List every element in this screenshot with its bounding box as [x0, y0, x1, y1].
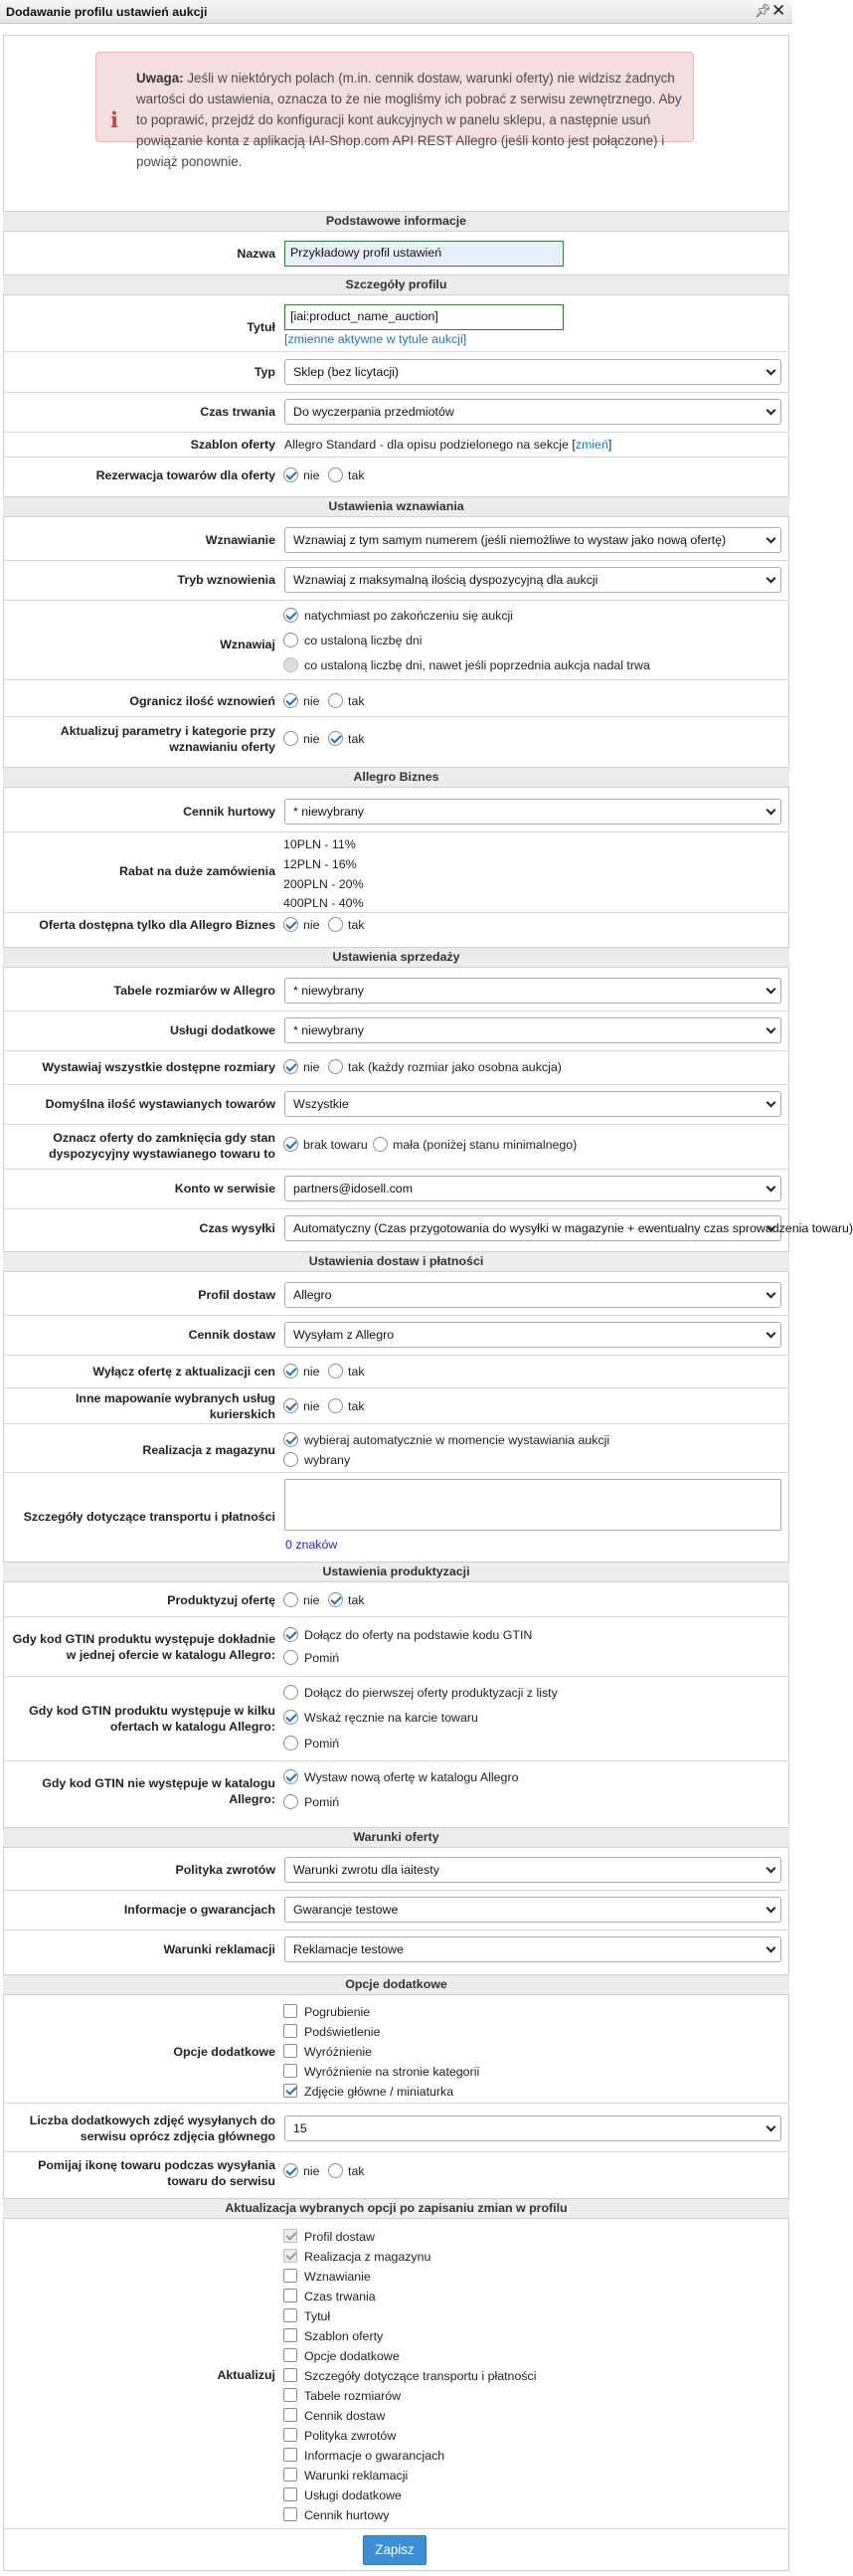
template-value: Allegro Standard - dla opisu podzielonego na sekcje [zmień] [284, 438, 612, 452]
update-checkbox[interactable] [283, 2468, 297, 2482]
section-biz: Allegro Biznes [3, 767, 789, 788]
update-item-label: Tabele rozmiarów [304, 2389, 402, 2403]
section-shipping: Ustawienia dostaw i płatności [3, 1251, 789, 1272]
label-renew: Wznawianie [205, 533, 275, 547]
template-name: Allegro Standard - dla opisu podzielonego na sekcje [284, 438, 569, 452]
gtin-none-new-radio[interactable] [283, 1769, 298, 1784]
chevron-down-icon [767, 1183, 776, 1193]
update-checkbox[interactable] [283, 2428, 297, 2442]
update-item-label: Usługi dodatkowe [304, 2488, 402, 2502]
biz-only-yes-radio[interactable] [328, 917, 343, 932]
update-item-label: Informacje o gwarancjach [304, 2449, 445, 2463]
skip-icon-yes-radio[interactable] [328, 2163, 343, 2178]
limit-no-radio[interactable] [283, 693, 298, 708]
section-sales: Ustawienia sprzedaży [3, 947, 789, 968]
update-item-label: Szablon oferty [304, 2329, 384, 2343]
discount-line: 12PLN - 16% [283, 857, 357, 871]
save-button[interactable]: Zapisz [363, 2535, 426, 2565]
extra-opt-checkbox[interactable] [283, 2084, 297, 2098]
renew-days-force-label: co ustaloną liczbę dni, nawet jeśli poprzednia aukcja nadal trwa [304, 658, 650, 672]
complaints-value: Reklamacje testowe [293, 1942, 404, 1956]
update-item-label: Opcje dodatkowe [304, 2349, 400, 2363]
reservation-no-radio[interactable] [283, 467, 298, 482]
update-checkbox[interactable] [283, 2487, 297, 2501]
wholesale-select[interactable] [284, 799, 781, 825]
returns-value: Warunki zwrotu dla iaitesty [293, 1863, 439, 1877]
renew-immediately-label: natychmiast po zakończeniu się aukcji [304, 609, 514, 623]
renew-mode-select[interactable] [284, 567, 781, 593]
chevron-down-icon [767, 806, 776, 816]
ship-profile-value: Allegro [293, 1288, 332, 1302]
renew-days-radio[interactable] [283, 633, 298, 647]
section-renewal: Ustawienia wznawiania [3, 496, 789, 517]
size-tables-select[interactable] [284, 978, 781, 1004]
account-select[interactable] [284, 1176, 781, 1201]
window-titlebar [0, 0, 792, 24]
ship-price-value: Wysyłam z Allegro [293, 1328, 395, 1342]
complaints-select[interactable] [284, 1936, 781, 1962]
pin-icon[interactable]: 📌︎ [755, 3, 771, 18]
warehouse-selected-radio[interactable] [283, 1452, 298, 1467]
gtin-one-join-label: Dołącz do oferty na podstawie kodu GTIN [304, 1628, 533, 1642]
gtin-none-skip-radio[interactable] [283, 1794, 298, 1809]
update-item-label: Czas trwania [304, 2290, 376, 2303]
label-update-list: Aktualizuj [217, 2368, 275, 2382]
skip-icon-no-radio[interactable] [283, 2163, 298, 2178]
gtin-many-manual-radio[interactable] [283, 1710, 298, 1725]
label-type: Typ [254, 365, 275, 379]
update-checkbox [283, 2249, 297, 2263]
renew-mode-value: Wznawiaj z maksymalną ilością dyspozycyjną dla aukcji [293, 573, 598, 587]
update-item-label: Cennik dostaw [304, 2409, 386, 2423]
renew-value: Wznawiaj z tym samym numerem (jeśli niemożliwe to wystaw jako nową ofertę) [293, 533, 727, 547]
extra-opt-label: Pogrubienie [304, 2005, 371, 2019]
update-item-label: Wznawianie [304, 2270, 371, 2284]
returns-select[interactable] [284, 1857, 781, 1883]
duration-value: Do wyczerpania przedmiotów [293, 405, 454, 419]
chevron-down-icon [767, 534, 776, 544]
all-sizes-yes-label: tak (każdy rozmiar jako osobna aukcja) [348, 1060, 562, 1074]
label-productize: Produktyzuj ofertę [167, 1593, 275, 1607]
label-renew-when: Wznawiaj [220, 638, 275, 651]
label-size-tables: Tabele rozmiarów w Allegro [113, 984, 275, 998]
name-input[interactable]: Przykładowy profil ustawień [284, 241, 564, 267]
template-change-link[interactable]: zmień [575, 438, 608, 452]
label-update-params: Aktualizuj parametry i kategorie przy wznawianiu oferty [60, 724, 275, 754]
chevron-down-icon [767, 1024, 776, 1034]
label-courier-map: Inne mapowanie wybranych usług kurierskich [75, 1391, 275, 1421]
price-update-yes-label: tak [348, 1365, 365, 1379]
account-value: partners@idosell.com [293, 1182, 414, 1196]
warning-title: Uwaga: [136, 71, 184, 86]
update-item-label: Profil dostaw [304, 2230, 375, 2244]
gtin-one-skip-label: Pomiń [304, 1651, 340, 1665]
default-qty-select[interactable] [284, 1091, 781, 1117]
info-icon: i [110, 107, 118, 132]
char-counter: 0 znaków [285, 1538, 338, 1552]
label-returns: Polityka zwrotów [175, 1863, 275, 1877]
skip-icon-yes-label: tak [348, 2164, 365, 2178]
extra-opt-checkbox[interactable] [283, 2004, 297, 2018]
discount-line: 200PLN - 20% [283, 877, 364, 891]
gtin-many-manual-label: Wskaż ręcznie na karcie towaru [304, 1711, 478, 1725]
close-mark-none-radio[interactable] [283, 1137, 298, 1152]
label-reservation: Rezerwacja towarów dla oferty [95, 468, 275, 482]
label-extra-opts: Opcje dodatkowe [173, 2045, 275, 2059]
close-icon[interactable]: ✕ [771, 1, 786, 20]
label-wholesale: Cennik hurtowy [183, 805, 275, 819]
transport-textarea[interactable] [284, 1479, 781, 1531]
courier-map-yes-radio[interactable] [328, 1398, 343, 1413]
ship-profile-select[interactable] [284, 1282, 781, 1308]
ship-time-select[interactable] [284, 1215, 853, 1241]
all-sizes-yes-radio[interactable] [328, 1059, 343, 1074]
renew-days-force-radio [283, 657, 298, 672]
chevron-down-icon [767, 985, 776, 995]
gtin-many-first-radio[interactable] [283, 1685, 298, 1700]
limit-no-label: nie [303, 694, 320, 708]
update-checkbox [283, 2229, 297, 2243]
gtin-one-skip-radio[interactable] [283, 1650, 298, 1665]
gtin-none-skip-label: Pomiń [304, 1795, 340, 1809]
label-transport: Szczegóły dotyczące transportu i płatności [23, 1510, 275, 1524]
gtin-many-first-label: Dołącz do pierwszej oferty produktyzacji z listy [304, 1686, 558, 1700]
section-product: Ustawienia produktyzacji [3, 1562, 789, 1582]
photos-select[interactable] [284, 2116, 781, 2141]
all-sizes-no-radio[interactable] [283, 1059, 298, 1074]
label-gtin-one: Gdy kod GTIN produktu występuje dokładnie w jednej ofercie w katalogu Allegro: [12, 1632, 275, 1662]
discount-line: 10PLN - 11% [283, 837, 356, 851]
update-checkbox[interactable] [283, 2408, 297, 2422]
productize-no-label: nie [303, 1593, 320, 1607]
price-update-no-label: nie [303, 1365, 320, 1379]
label-title: Tytuł [247, 320, 275, 334]
label-skip-icon: Pomijaj ikonę towaru podczas wysyłania towaru do serwisu [38, 2158, 275, 2188]
biz-only-no-radio[interactable] [283, 917, 298, 932]
label-services: Usługi dodatkowe [169, 1023, 275, 1037]
update-checkbox[interactable] [283, 2388, 297, 2402]
type-select[interactable] [284, 359, 781, 385]
section-update: Aktualizacja wybranych opcji po zapisaniu zmian w profilu [3, 2198, 789, 2219]
warning-body: Jeśli w niektórych polach (m.in. cennik dostaw, warunki oferty) nie widzisz żadnych wartości do ustawienia, oznacza to że nie mogliśmy ich pobrać z serwisu zewnętrznego. Aby to poprawić, przejdź do konfiguracji kont aukcyjnych w panelu sklepu, a następnie usuń powiązanie konta z aplikacją IAI-Shop.com API REST Allegro (jeśli konto jest połączone) i powiąż ponownie. [136, 71, 682, 169]
title-input[interactable]: [iai:product_name_auction] [284, 304, 564, 330]
update-params-no-label: nie [303, 732, 320, 746]
label-discount: Rabat na duże zamówienia [119, 864, 275, 878]
discount-line: 400PLN - 40% [283, 896, 364, 910]
size-tables-value: * niewybrany [293, 984, 364, 998]
renew-select[interactable] [284, 527, 781, 553]
warranty-value: Gwarancje testowe [293, 1903, 399, 1917]
services-value: * niewybrany [293, 1023, 364, 1037]
update-checkbox[interactable] [283, 2348, 297, 2362]
warning-text [136, 68, 685, 172]
label-limit: Ogranicz ilość wznowień [129, 694, 275, 708]
renew-days-label: co ustaloną liczbę dni [304, 634, 423, 647]
section-details: Szczegóły profilu [3, 275, 789, 295]
update-item-label: Szczegóły dotyczące transportu i płatności [304, 2369, 537, 2383]
section-extra: Opcje dodatkowe [3, 1974, 789, 1995]
label-renew-mode: Tryb wznowienia [177, 573, 275, 587]
ship-time-value: Automatyczny (Czas przygotowania do wysyłki w magazynie + ewentualny czas sprowadzenia towaru) [293, 1221, 853, 1235]
extra-opt-checkbox[interactable] [283, 2044, 297, 2058]
biz-only-yes-label: tak [348, 918, 365, 932]
update-checkbox[interactable] [283, 2289, 297, 2302]
gtin-many-skip-radio[interactable] [283, 1736, 298, 1750]
label-complaints: Warunki reklamacji [163, 1942, 275, 1956]
warehouse-selected-label: wybrany [304, 1453, 351, 1467]
biz-only-no-label: nie [303, 918, 320, 932]
label-ship-profile: Profil dostaw [198, 1288, 275, 1302]
label-warehouse: Realizacja z magazynu [142, 1443, 275, 1457]
reservation-yes-label: tak [348, 468, 365, 482]
courier-map-no-radio[interactable] [283, 1398, 298, 1413]
update-checkbox[interactable] [283, 2269, 297, 2283]
renew-immediately-radio[interactable] [283, 608, 298, 623]
productize-no-radio[interactable] [283, 1592, 298, 1607]
label-biz-only: Oferta dostępna tylko dla Allegro Biznes [39, 918, 275, 932]
chevron-down-icon [767, 1943, 776, 1953]
label-ship-price: Cennik dostaw [188, 1328, 275, 1342]
chevron-down-icon [767, 1329, 776, 1339]
update-item-label: Warunki reklamacji [304, 2469, 409, 2483]
chevron-down-icon [767, 1289, 776, 1299]
gtin-many-skip-label: Pomiń [304, 1737, 340, 1750]
gtin-none-new-label: Wystaw nową ofertę w katalogu Allegro [304, 1770, 519, 1784]
duration-select[interactable] [284, 399, 781, 425]
extra-opt-label: Wyróżnienie na stronie kategorii [304, 2065, 480, 2079]
label-price-update: Wyłącz ofertę z aktualizacji cen [92, 1365, 275, 1379]
label-duration: Czas trwania [200, 405, 275, 419]
close-mark-low-label: mała (poniżej stanu minimalnego) [393, 1138, 578, 1152]
reservation-yes-radio[interactable] [328, 467, 343, 482]
close-mark-low-radio[interactable] [373, 1137, 388, 1152]
label-all-sizes: Wystawiaj wszystkie dostępne rozmiary [42, 1060, 275, 1074]
label-name: Nazwa [237, 247, 275, 261]
reservation-no-label: nie [303, 468, 320, 482]
update-item-label: Cennik hurtowy [304, 2508, 390, 2522]
chevron-down-icon [767, 1904, 776, 1914]
productize-yes-label: tak [348, 1593, 365, 1607]
gtin-one-join-radio[interactable] [283, 1627, 298, 1642]
label-template: Szablon oferty [190, 438, 275, 452]
ship-price-select[interactable] [284, 1322, 781, 1348]
courier-map-no-label: nie [303, 1399, 320, 1413]
warning-alert [95, 52, 694, 169]
label-gtin-many: Gdy kod GTIN produktu występuje w kilku ofertach w katalogu Allegro: [29, 1704, 275, 1734]
update-item-label: Tytuł [304, 2309, 331, 2323]
window-title: Dodawanie profilu ustawień aukcji [6, 5, 208, 19]
update-checkbox[interactable] [283, 2328, 297, 2342]
update-checkbox[interactable] [283, 2448, 297, 2462]
extra-opt-label: Zdjęcie główne / miniaturka [304, 2085, 454, 2099]
title-variables-link[interactable]: [zmienne aktywne w tytule aukcji] [284, 332, 467, 346]
update-checkbox[interactable] [283, 2507, 297, 2521]
price-update-yes-radio[interactable] [328, 1364, 343, 1379]
services-select[interactable] [284, 1017, 781, 1043]
chevron-down-icon [767, 366, 776, 376]
section-terms: Warunki oferty [3, 1827, 789, 1848]
label-photos: Liczba dodatkowych zdjęć wysyłanych do serwisu oprócz zdjęcia głównego [29, 2114, 275, 2143]
limit-yes-radio[interactable] [328, 693, 343, 708]
update-params-yes-radio[interactable] [328, 731, 343, 746]
type-value: Sklep (bez licytacji) [293, 365, 400, 379]
chevron-down-icon [767, 1864, 776, 1874]
chevron-down-icon [767, 2122, 776, 2132]
price-update-no-radio[interactable] [283, 1364, 298, 1379]
chevron-down-icon [767, 574, 776, 584]
close-mark-none-label: brak towaru [303, 1138, 368, 1152]
label-account: Konto w serwisie [174, 1182, 275, 1196]
chevron-down-icon [767, 406, 776, 416]
chevron-down-icon [767, 1098, 776, 1108]
default-qty-value: Wszystkie [293, 1097, 349, 1111]
warehouse-auto-radio[interactable] [283, 1432, 298, 1447]
productize-yes-radio[interactable] [328, 1592, 343, 1607]
all-sizes-no-label: nie [303, 1060, 320, 1074]
update-item-label: Realizacja z magazynu [304, 2250, 431, 2264]
update-item-label: Polityka zwrotów [304, 2429, 397, 2443]
skip-icon-no-label: nie [303, 2164, 320, 2178]
label-gtin-none: Gdy kod GTIN nie występuje w katalogu Allegro: [42, 1776, 275, 1806]
photos-value: 15 [293, 2121, 307, 2135]
extra-opt-checkbox[interactable] [283, 2024, 297, 2038]
update-params-no-radio[interactable] [283, 731, 298, 746]
courier-map-yes-label: tak [348, 1399, 365, 1413]
wholesale-value: * niewybrany [293, 805, 364, 819]
warehouse-auto-label: wybieraj automatycznie w momencie wystawiania aukcji [304, 1433, 610, 1447]
section-basic: Podstawowe informacje [3, 211, 789, 232]
update-params-yes-label: tak [348, 732, 365, 746]
update-checkbox[interactable] [283, 2368, 297, 2382]
update-checkbox[interactable] [283, 2308, 297, 2322]
label-close-mark: Oznacz oferty do zamknięcia gdy stan dyspozycyjny wystawianego towaru to [49, 1131, 275, 1161]
extra-opt-label: Wyróżnienie [304, 2045, 373, 2059]
label-ship-time: Czas wysyłki [199, 1221, 275, 1235]
warranty-select[interactable] [284, 1897, 781, 1923]
extra-opt-checkbox[interactable] [283, 2064, 297, 2078]
extra-opt-label: Podświetlenie [304, 2025, 381, 2039]
label-default-qty: Domyślna ilość wystawianych towarów [45, 1097, 275, 1111]
label-warranty: Informacje o gwarancjach [123, 1903, 275, 1917]
limit-yes-label: tak [348, 694, 365, 708]
